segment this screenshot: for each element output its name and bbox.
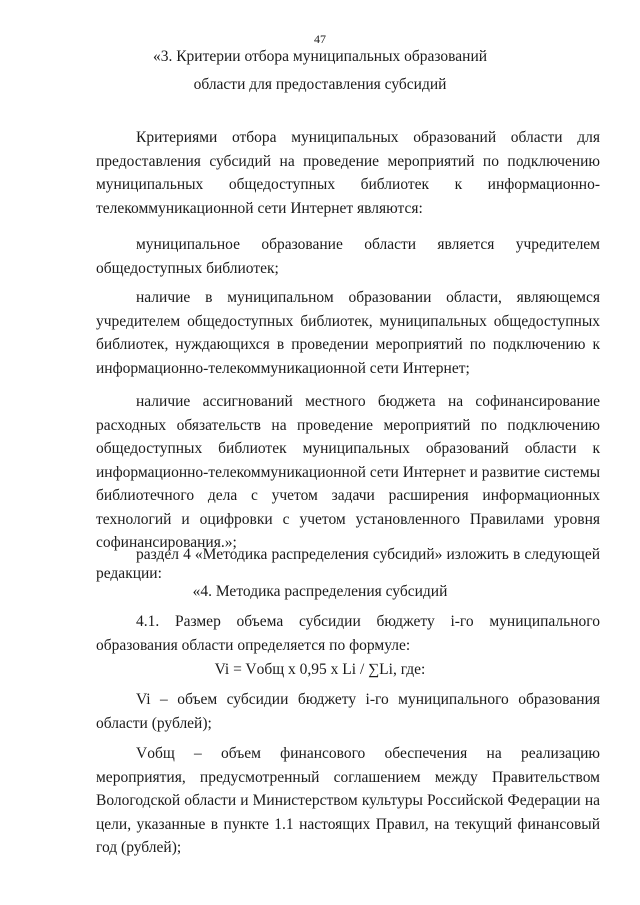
criterion-3-paragraph: наличие ассигнований местного бюджета на софинансирование расходных обязательств на проведение мероприятий по подключению общедоступных библиотек муниципальных образований области к информационно-телекоммуникационной сети Интернет и развитие системы библиотечного дела с учетом задачи расширения информационных технологий и оцифровки с учетом установленного Правилами уровня софинансирования.»; xyxy=(96,393,600,551)
subsidy-formula: Vi = Vобщ x 0,95 x Li / ∑Li, где: xyxy=(214,661,426,678)
criterion-1-paragraph: муниципальное образование области является учредителем общедоступных библиотек; xyxy=(96,236,600,277)
definition-vi-paragraph: Vi – объем субсидии бюджету i-го муниципального образования области (рублей); xyxy=(96,691,600,732)
section4-instruction-paragraph: раздел 4 «Методика распределения субсидий» изложить в следующей редакции: xyxy=(96,546,600,582)
criteria-intro-paragraph: Критериями отбора муниципальных образований области для предоставления субсидий на проведение мероприятий по подключению муниципальных общедоступных библиотек к информационно-телекоммуникационной сети Интернет являются: xyxy=(96,129,600,217)
item-4-1-paragraph: 4.1. Размер объема субсидии бюджету i-го муниципального образования области определяется по формуле: xyxy=(96,613,600,654)
section3-heading-line1: «3. Критерии отбора муниципальных образований xyxy=(152,48,488,65)
definition-vobsh-paragraph: Vобщ – объем финансового обеспечения на реализацию мероприятия, предусмотренный соглашением между Правительством Вологодской области и Министерством культуры Российской Федерации на цели, указанные в пункте 1.1 настоящих Правил, на текущий финансовый год (рублей); xyxy=(96,745,600,856)
criterion-2-paragraph: наличие в муниципальном образовании области, являющемся учредителем общедоступных библиотек, муниципальных общедоступных библиотек, нуждающихся в проведении мероприятий по подключению к информационно-телекоммуникационной сети Интернет; xyxy=(96,289,600,377)
section4-title: «4. Методика распределения субсидий xyxy=(192,583,448,600)
section3-heading-line2: области для предоставления субсидий xyxy=(193,76,447,93)
page-number: 47 xyxy=(314,32,326,46)
